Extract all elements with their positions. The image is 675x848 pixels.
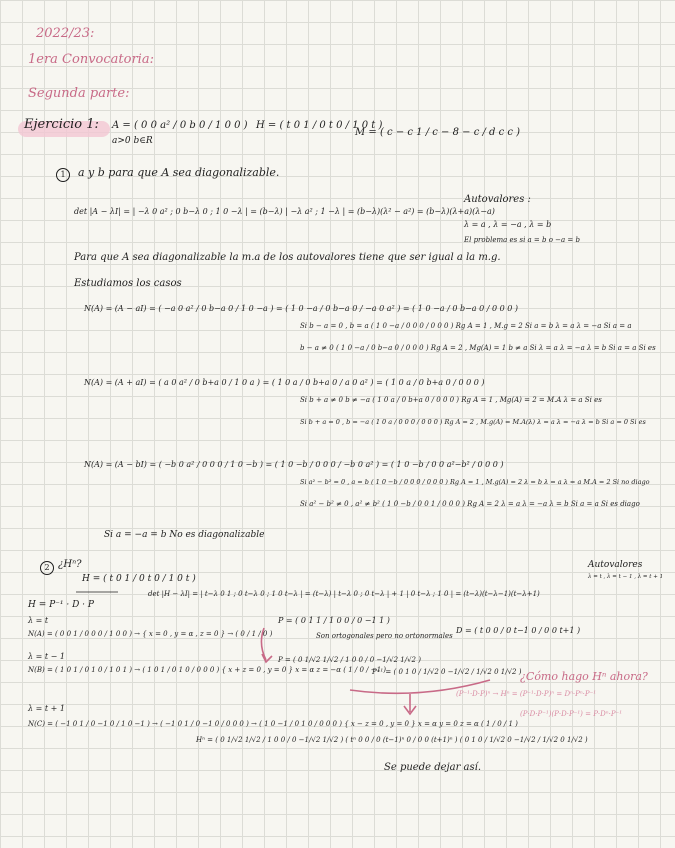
exercise-title: Ejercicio 1: — [24, 117, 99, 132]
matrix-h-definition: H = ( t 0 1 / 0 t 0 / 1 0 t ) — [256, 120, 383, 131]
part-2-question: ¿Hⁿ? — [58, 559, 82, 570]
null-b-lambda: λ = t − 1 — [28, 652, 65, 661]
pink-arrow-right — [350, 680, 490, 693]
case-3-sub-2: Si a² − b² ≠ 0 , a² ≠ b² ( 1 0 −b / 0 0 1 / 0 0 0 ) Rg A = 2 λ = a λ = −a λ = b Si a = a Si es diago — [300, 500, 640, 508]
null-c-matrix: N(C) = ( −1 0 1 / 0 −1 0 / 1 0 −1 ) → ( −1 0 1 / 0 −1 0 / 0 0 0 ) → ( 1 0 −1 / 0 1 0 / 0 0 0 ) { x − z = 0 , y = 0 } x = α y = 0 z = α ( 1 / 0 / 1 ) — [28, 720, 518, 728]
null-a-matrix: N(A) = ( 0 0 1 / 0 0 0 / 1 0 0 ) → { x = 0 , y = α , z = 0 } → ( 0 / 1 / 0 ) — [28, 630, 273, 638]
part-heading: Segunda parte: — [28, 86, 130, 101]
matrix-p-normalized: P = ( 0 1/√2 1/√2 / 1 0 0 / 0 −1/√2 1/√2 ) — [278, 656, 421, 664]
det-a-expression: det |A − λI| = | −λ 0 a² ; 0 b−λ 0 ; 1 0 −λ | = (b−λ) | −λ a² ; 1 −λ | = (b−λ)(λ² − a²) = (b−λ)(λ+a)(λ−a) — [74, 207, 495, 216]
null-a-lambda: λ = t — [28, 616, 49, 625]
h-power-n-result: Hⁿ = ( 0 1/√2 1/√2 / 1 0 0 / 0 −1/√2 1/√2 ) ( tⁿ 0 0 / 0 (t−1)ⁿ 0 / 0 0 (t+1)ⁿ ) ( 0 1 0 / 1/√2 0 −1/√2 / 1/√2 0 1/√2 ) — [196, 736, 588, 744]
case-conclusion: Si a = −a = b No es diagonalizable — [104, 530, 265, 540]
eigenvalues-title-h: Autovalores — [588, 560, 643, 570]
study-cases-label: Estudiamos los casos — [74, 278, 182, 289]
eigenvalues-title-a: Autovalores : — [464, 194, 531, 205]
matrix-h-restated: H = ( t 0 1 / 0 t 0 / 1 0 t ) — [82, 574, 196, 584]
p-orthogonal-note: Son ortogonales pero no ortonormales — [316, 632, 453, 640]
case-1-sub-1: Si b − a = 0 , b = a ( 1 0 −a / 0 0 0 / 0 0 0 ) Rg A = 1 , M.g = 2 Si a = b λ = a λ = −a Si a = a — [300, 322, 632, 330]
pink-arrow-down — [404, 694, 416, 714]
derivation-line-1: (P⁻¹·D·P)ⁿ → Hⁿ = (P⁻¹·D·P)ⁿ = Dⁿ·Pⁿ·P⁻¹ — [456, 690, 597, 698]
case-2-sub-1: Si b + a ≠ 0 b ≠ −a ( 1 0 a / 0 b+a 0 / 0 0 0 ) Rg A = 1 , Mg(A) = 2 = M.A λ = a Si es — [300, 396, 602, 404]
eigenvalues-list-a: λ = a , λ = −a , λ = b — [464, 220, 552, 229]
null-c-lambda: λ = t + 1 — [28, 704, 65, 713]
part-2-marker: 2 — [40, 561, 54, 575]
year-heading: 2022/23: — [36, 26, 95, 41]
case-2-matrix: N(A) = (A + aI) = ( a 0 a² / 0 b+a 0 / 1 0 a ) = ( 1 0 a / 0 b+a 0 / a 0 a² ) = ( 1 0 a / 0 b+a 0 / 0 0 0 ) — [84, 378, 485, 387]
case-2-sub-2: Si b + a = 0 , b = −a ( 1 0 a / 0 0 0 / 0 0 0 ) Rg A = 2 , M.g(A) = M.A(λ) λ = a λ = −a λ = b Si a = 0 Si es — [300, 418, 646, 426]
part-1-statement: a y b para que A sea diagonalizable. — [78, 166, 280, 179]
matrix-m-definition: M = ( c − c 1 / c − 8 − c / d c c ) — [355, 127, 521, 138]
part-1-marker: 1 — [56, 168, 70, 182]
case-3-sub-1: Si a² − b² = 0 , a = b ( 1 0 −b / 0 0 0 / 0 0 0 ) Rg A = 1 , M.g(A) = 2 λ = b λ = a λ = a M.A = 2 Si no diago — [300, 478, 650, 486]
matrix-a-condition: a>0 b∈R — [112, 136, 153, 146]
eigenvalues-note-a: El problema es si a = b o −a = b — [464, 236, 580, 244]
diagonalization-formula: H = P⁻¹ · D · P — [28, 600, 94, 610]
matrix-p-inverse: P⁻¹ = ( 0 1 0 / 1/√2 0 −1/√2 / 1/√2 0 1/√2 ) — [372, 668, 522, 676]
session-heading: 1era Convocatoria: — [28, 52, 154, 67]
case-1-sub-2: b − a ≠ 0 ( 1 0 −a / 0 b−a 0 / 0 0 0 ) Rg A = 2 , Mg(A) = 1 b ≠ a Si λ = a λ = −a λ = b Si a = a Si es — [300, 344, 656, 352]
diagonalizable-condition: Para que A sea diagonalizable la m.a de los autovalores tiene que ser igual a la m.g. — [74, 252, 501, 263]
derivation-line-2: (P·D·P⁻¹)(P·D·P⁻¹) = P·Dⁿ·P⁻¹ — [520, 710, 623, 718]
final-remark: Se puede dejar así. — [384, 762, 482, 773]
case-3-matrix: N(A) = (A − bI) = ( −b 0 a² / 0 0 0 / 1 0 −b ) = ( 1 0 −b / 0 0 0 / −b 0 a² ) = ( 1 0 −b / 0 0 a²−b² / 0 0 0 ) — [84, 460, 504, 469]
det-h-expression: det |H − λI| = | t−λ 0 1 ; 0 t−λ 0 ; 1 0 t−λ | = (t−λ) | t−λ 0 ; 0 t−λ | + 1 | 0 t−λ ; 1 0 | = (t−λ)(t−λ−1)(t−λ+1) — [148, 590, 540, 598]
matrix-p: P = ( 0 1 1 / 1 0 0 / 0 −1 1 ) — [278, 616, 390, 625]
matrix-d: D = ( t 0 0 / 0 t−1 0 / 0 0 t+1 ) — [456, 626, 581, 635]
how-to-compute-hn: ¿Cómo hago Hⁿ ahora? — [520, 670, 648, 683]
case-1-matrix: N(A) = (A − aI) = ( −a 0 a² / 0 b−a 0 / 1 0 −a ) = ( 1 0 −a / 0 b−a 0 / −a 0 a² ) = ( 1 0 −a / 0 b−a 0 / 0 0 0 ) — [84, 304, 518, 313]
matrix-a-definition: A = ( 0 0 a² / 0 b 0 / 1 0 0 ) — [112, 120, 248, 131]
eigenvalues-list-h: λ = t , λ = t − 1 , λ = t + 1 — [588, 574, 664, 580]
null-b-matrix: N(B) = ( 1 0 1 / 0 1 0 / 1 0 1 ) → ( 1 0 1 / 0 1 0 / 0 0 0 ) { x + z = 0 , y = 0 } x = α z = −α ( 1 / 0 / −1 ) — [28, 666, 387, 674]
